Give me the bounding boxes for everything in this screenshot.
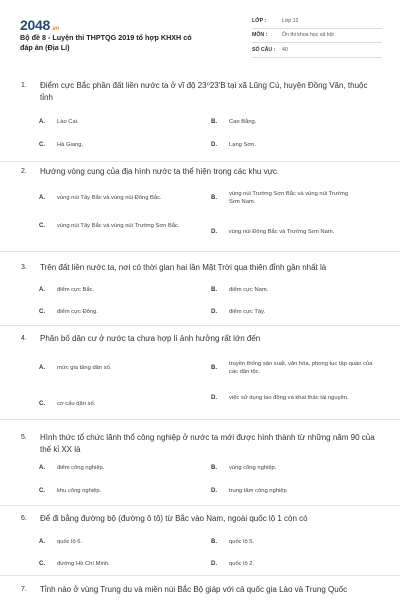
option-d[interactable]: [211, 308, 381, 316]
option-text: vùng công nghiệp.: [229, 465, 277, 471]
option-letter: C.: [39, 309, 45, 315]
meta-key: LỚP :: [252, 17, 267, 24]
question-text: Hình thức tổ chức lãnh thổ công nghiệp ở nước ta mới được hình thành từ những năm 90 của thế kỉ XX là: [40, 433, 375, 454]
option-text: vùng núi Trường Sơn Bắc và vùng núi Trường Sơn Nam.: [229, 191, 349, 205]
option-text: vùng núi Đông Bắc và Trường Sơn Nam.: [228, 229, 335, 235]
option-c[interactable]: [39, 400, 199, 408]
option-b[interactable]: [211, 286, 381, 294]
site-logo[interactable]: [20, 17, 59, 33]
option-text: vùng núi Tây Bắc và vùng núi Trường Sơn Bắc.: [57, 223, 180, 229]
option-letter: B.: [211, 195, 217, 201]
option-text: Lào Cai.: [57, 119, 79, 125]
option-letter: D.: [211, 395, 217, 401]
meta-row-grade: [252, 14, 382, 29]
question-number: 1.: [21, 82, 27, 89]
question-7: [0, 576, 400, 600]
option-letter: A.: [39, 365, 45, 371]
question-6: [0, 506, 400, 576]
meta-key: SỐ CÂU :: [252, 46, 276, 53]
question-4: [0, 326, 400, 420]
option-letter: D.: [211, 488, 217, 494]
option-letter: D.: [211, 142, 217, 148]
question-number: 6.: [21, 515, 27, 522]
option-text: Cao Bằng.: [229, 119, 257, 125]
document-header: [0, 0, 400, 58]
meta-info-table: [252, 14, 382, 58]
option-c[interactable]: [39, 560, 199, 568]
question-text: Hướng vòng cung của địa hình nước ta thể hiện trong các khu vực.: [40, 167, 280, 176]
option-letter: C.: [39, 401, 45, 407]
option-letter: C.: [39, 488, 45, 494]
option-text: vùng núi Tây Bắc và vùng núi Đông Bắc.: [57, 195, 162, 201]
option-d[interactable]: [211, 560, 381, 568]
option-text: khu công nghiệp.: [57, 488, 102, 494]
option-text: điểm cực Bắc.: [57, 287, 95, 293]
option-text: quốc lộ 2.: [229, 561, 255, 567]
option-text: điểm cực Tây.: [229, 309, 266, 315]
option-b[interactable]: [211, 118, 381, 126]
option-text: Lạng Sơn.: [229, 142, 257, 148]
meta-row-subject: [252, 29, 382, 44]
question-5: [0, 420, 400, 506]
question-text: Để đi bằng đường bộ (đường ô tô) từ Bắc vào Nam, ngoài quốc lộ 1 còn có: [40, 514, 308, 523]
option-letter: A.: [39, 465, 45, 471]
option-c[interactable]: [39, 308, 199, 316]
question-2: [0, 162, 400, 252]
question-1: [0, 68, 400, 162]
option-b[interactable]: [211, 360, 381, 376]
question-text: Điểm cực Bắc phần đất liền nước ta ở vĩ độ 23⁰23'B tại xã Lũng Cú, huyện Đồng Văn, thuộc tỉnh: [40, 81, 368, 102]
option-text: mức gia tăng dân số.: [57, 365, 112, 371]
option-letter: C.: [39, 142, 45, 148]
option-letter: A.: [39, 119, 45, 125]
option-letter: A.: [39, 287, 45, 293]
meta-key: MÔN :: [252, 32, 268, 39]
question-number: 3.: [21, 264, 27, 271]
logo-suffix-text: .vn: [50, 26, 59, 32]
option-text: Hà Giang.: [57, 142, 84, 148]
document-title: Bộ đề 8 - Luyện thi THPTQG 2019 tổ hợp KHXH có đáp án (Địa Lí): [20, 33, 192, 52]
option-a[interactable]: [39, 194, 199, 202]
question-text: Phân bố dân cư ở nước ta chưa hợp lí ảnh hưởng rất lớn đến: [40, 334, 261, 343]
option-letter: A.: [39, 195, 45, 201]
option-letter: C.: [39, 223, 45, 229]
question-number: 7.: [21, 586, 27, 593]
question-3: [0, 252, 400, 326]
option-letter: D.: [211, 309, 217, 315]
option-text: quốc lộ 6.: [57, 539, 83, 545]
option-text: điểm công nghiệp.: [57, 465, 105, 471]
option-b[interactable]: [211, 464, 381, 472]
question-text: Tỉnh nào ở vùng Trung du và miền núi Bắc Bộ giáp với cả quốc gia Lào và Trung Quốc: [40, 585, 348, 594]
meta-row-question-count: [252, 43, 382, 58]
option-a[interactable]: [39, 538, 199, 546]
option-letter: B.: [211, 287, 217, 293]
option-text: quốc lộ 5.: [229, 539, 255, 545]
option-a[interactable]: [39, 464, 199, 472]
question-number: 5.: [21, 434, 27, 441]
option-letter: B.: [211, 465, 217, 471]
option-letter: B.: [211, 539, 217, 545]
option-letter: D.: [211, 561, 217, 567]
meta-value: Lớp 12: [282, 17, 299, 24]
option-text: trung tâm công nghiệp: [229, 488, 287, 494]
option-text: đường Hồ Chí Minh.: [57, 561, 110, 567]
option-c[interactable]: [39, 487, 199, 495]
meta-value: 40: [282, 46, 288, 53]
option-text: điểm cực Nam.: [229, 287, 269, 293]
option-b[interactable]: [211, 538, 381, 546]
meta-value: Ôn thi khoa học xã hội: [282, 32, 334, 39]
option-a[interactable]: [39, 364, 199, 372]
option-letter: C.: [39, 561, 45, 567]
option-c[interactable]: [39, 141, 199, 149]
option-b[interactable]: [211, 190, 381, 206]
question-text: Trên đất liền nước ta, nơi có thời gian hai lần Mặt Trời qua thiên đỉnh gần nhất là: [40, 263, 327, 272]
option-text: việc sử dụng lao động và khai thác tài nguyên.: [229, 395, 349, 401]
option-a[interactable]: [39, 286, 199, 294]
option-letter: A.: [39, 539, 45, 545]
option-d[interactable]: [211, 487, 381, 495]
option-d[interactable]: [211, 394, 381, 402]
logo-main-text: 2048: [20, 17, 50, 33]
option-letter: D.: [211, 229, 217, 235]
option-text: truyền thống sản xuất, văn hóa, phong tục tập quán của các dân tộc.: [229, 361, 373, 375]
option-text: điểm cực Đông.: [57, 309, 98, 315]
option-a[interactable]: [39, 118, 199, 126]
option-c[interactable]: [39, 222, 199, 230]
option-d[interactable]: [211, 141, 381, 149]
option-letter: B.: [211, 365, 217, 371]
option-d[interactable]: [211, 228, 381, 236]
option-text: cơ cấu dân số.: [57, 401, 96, 407]
question-number: 2.: [21, 168, 27, 175]
option-letter: B.: [211, 119, 217, 125]
question-number: 4.: [21, 335, 27, 342]
